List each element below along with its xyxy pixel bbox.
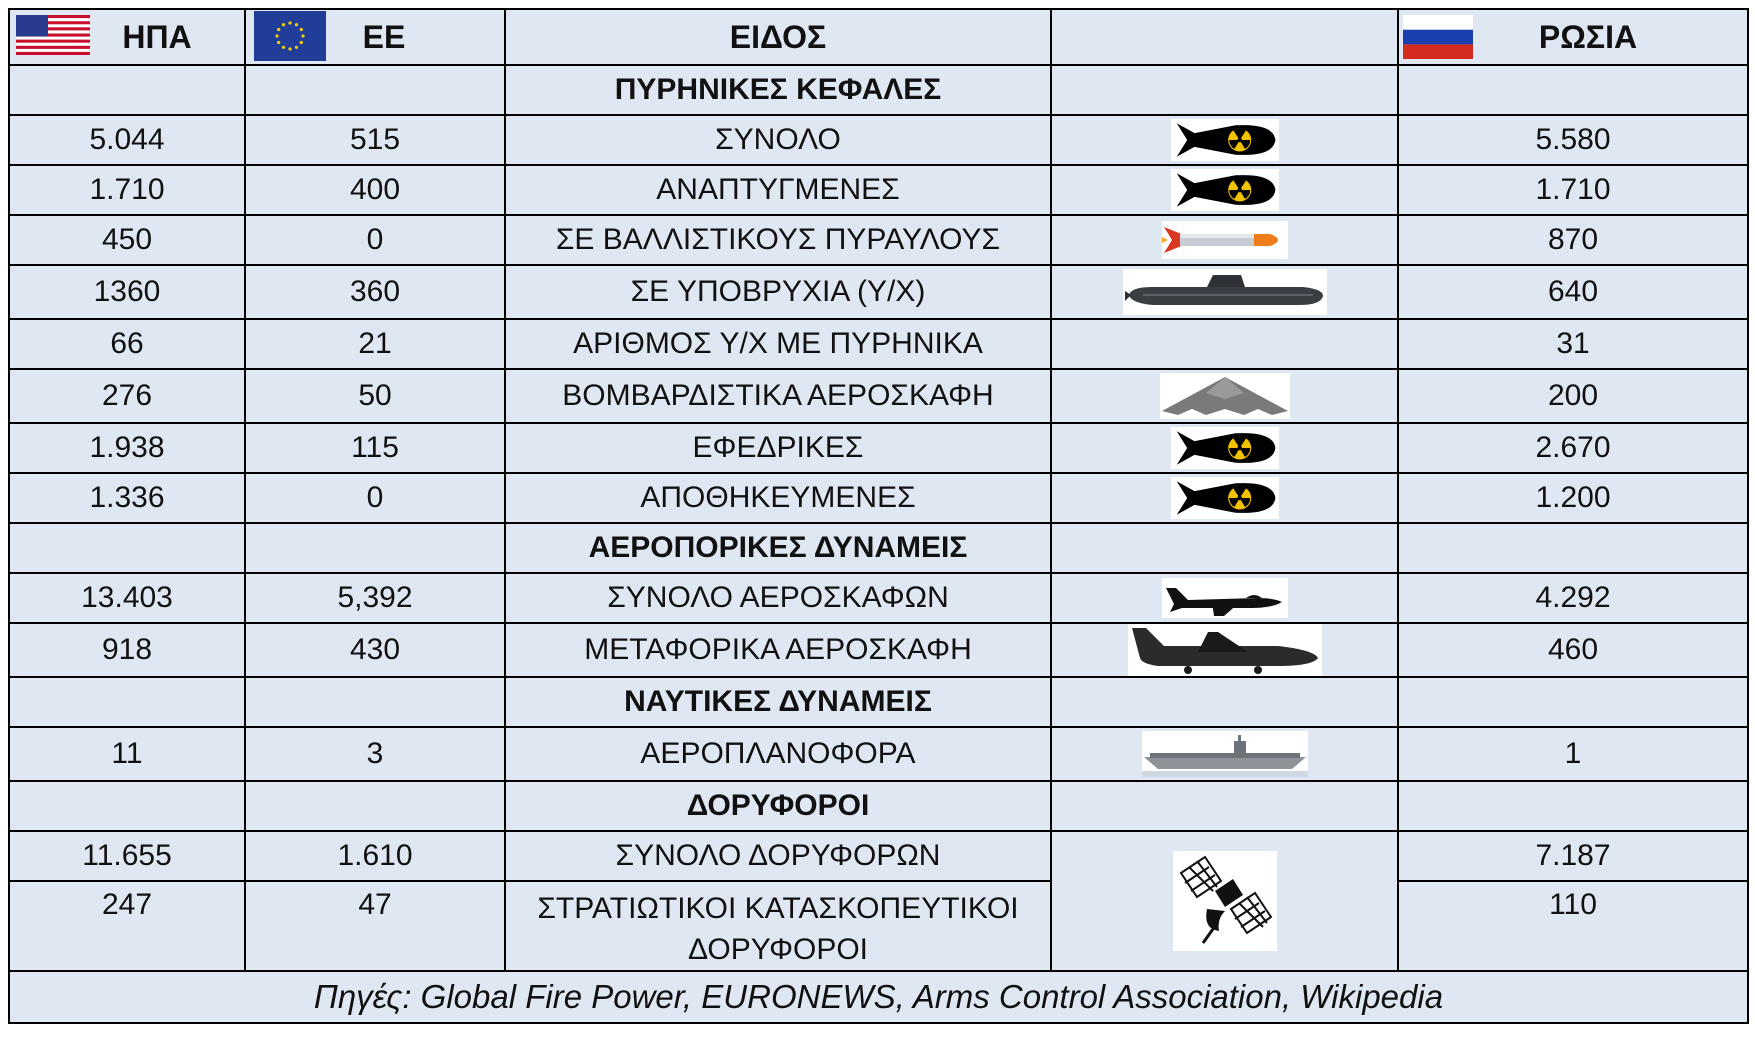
table-row	[9, 215, 1748, 265]
empty-cell	[1051, 677, 1398, 727]
icon-cell	[1051, 369, 1398, 423]
row-label: ΑΠΟΘΗΚΕΥΜΕΝΕΣ	[505, 473, 1051, 523]
empty-cell	[9, 781, 245, 831]
usa-value: 247	[9, 881, 245, 971]
russia-value: 640	[1398, 265, 1748, 319]
russia-value: 7.187	[1398, 831, 1748, 881]
section-row-naval	[9, 677, 1748, 727]
usa-value: 918	[9, 623, 245, 677]
eu-value: 515	[245, 115, 505, 165]
row-label: ΣΥΝΟΛΟ ΑΕΡΟΣΚΑΦΩΝ	[505, 573, 1051, 623]
empty-cell	[245, 781, 505, 831]
header-eu-label: ΕΕ	[362, 19, 406, 55]
usa-value: 1.938	[9, 423, 245, 473]
row-label: ΣΕ ΒΑΛΛΙΣΤΙΚΟΥΣ ΠΥΡΑΥΛΟΥΣ	[505, 215, 1051, 265]
section-row-air	[9, 523, 1748, 573]
russia-value: 200	[1398, 369, 1748, 423]
empty-cell	[245, 65, 505, 115]
nuclear-bomb-icon	[1171, 119, 1279, 161]
section-title-satellites: ΔΟΡΥΦΟΡΟΙ	[505, 781, 1051, 831]
table-row	[9, 319, 1748, 369]
nuclear-bomb-icon	[1171, 477, 1279, 519]
row-label: ΑΝΑΠΤΥΓΜΕΝΕΣ	[505, 165, 1051, 215]
fighter-jet-icon	[1162, 578, 1288, 618]
table-row	[9, 623, 1748, 677]
icon-cell	[1051, 115, 1398, 165]
russia-value: 5.580	[1398, 115, 1748, 165]
table-row	[9, 831, 1748, 881]
russia-value: 1.710	[1398, 165, 1748, 215]
empty-cell	[1398, 523, 1748, 573]
table-row	[9, 727, 1748, 781]
row-label: ΣΥΝΟΛΟ ΔΟΡΥΦΟΡΩΝ	[505, 831, 1051, 881]
usa-value: 1.336	[9, 473, 245, 523]
header-russia-label: ΡΩΣΙΑ	[1538, 19, 1638, 55]
sources-row	[9, 971, 1748, 1023]
russia-value: 110	[1398, 881, 1748, 971]
row-label: ΜΕΤΑΦΟΡΙΚΑ ΑΕΡΟΣΚΑΦΗ	[505, 623, 1051, 677]
eu-value: 21	[245, 319, 505, 369]
empty-cell	[1398, 781, 1748, 831]
comparison-table-wrapper	[8, 8, 1747, 1024]
nuclear-bomb-icon	[1171, 169, 1279, 211]
eu-value: 400	[245, 165, 505, 215]
submarine-icon	[1123, 269, 1327, 315]
section-title-nuclear: ΠΥΡΗΝΙΚΕΣ ΚΕΦΑΛΕΣ	[505, 65, 1051, 115]
usa-value: 1.710	[9, 165, 245, 215]
row-label: ΣΥΝΟΛΟ	[505, 115, 1051, 165]
sources-text: Πηγές: Global Fire Power, EURONEWS, Arms Control Association, Wikipedia	[9, 971, 1748, 1023]
usa-value: 276	[9, 369, 245, 423]
header-row	[9, 9, 1748, 65]
eu-value: 0	[245, 215, 505, 265]
header-usa	[9, 9, 245, 65]
eu-value: 0	[245, 473, 505, 523]
empty-cell	[245, 523, 505, 573]
empty-cell	[9, 523, 245, 573]
empty-cell	[9, 677, 245, 727]
empty-cell	[9, 65, 245, 115]
icon-cell	[1051, 623, 1398, 677]
header-eu	[245, 9, 505, 65]
row-label: ΑΡΙΘΜΟΣ Υ/Χ ΜΕ ΠΥΡΗΝΙΚΑ	[505, 319, 1051, 369]
row-label: ΑΕΡΟΠΛΑΝΟΦΟΡΑ	[505, 727, 1051, 781]
aircraft-carrier-icon	[1142, 731, 1308, 777]
eu-value: 3	[245, 727, 505, 781]
eu-value: 50	[245, 369, 505, 423]
row-label: ΣΕ ΥΠΟΒΡΥΧΙΑ (Υ/Χ)	[505, 265, 1051, 319]
usa-value: 66	[9, 319, 245, 369]
eu-value: 5,392	[245, 573, 505, 623]
table-row	[9, 115, 1748, 165]
row-label-two-line	[505, 881, 1051, 971]
icon-cell	[1051, 215, 1398, 265]
header-icon-column	[1051, 9, 1398, 65]
russia-value: 870	[1398, 215, 1748, 265]
usa-value: 13.403	[9, 573, 245, 623]
table-row	[9, 473, 1748, 523]
icon-cell-empty	[1051, 319, 1398, 369]
eu-value: 47	[245, 881, 505, 971]
icon-cell	[1051, 423, 1398, 473]
eu-value: 360	[245, 265, 505, 319]
empty-cell	[1398, 677, 1748, 727]
row-label: ΕΦΕΔΡΙΚΕΣ	[505, 423, 1051, 473]
russia-value: 4.292	[1398, 573, 1748, 623]
russia-value: 460	[1398, 623, 1748, 677]
section-row-satellites	[9, 781, 1748, 831]
nuclear-bomb-icon	[1171, 427, 1279, 469]
russia-value: 1	[1398, 727, 1748, 781]
table-row	[9, 423, 1748, 473]
header-type: ΕΙΔΟΣ	[505, 9, 1051, 65]
icon-cell	[1051, 265, 1398, 319]
row-label: ΒΟΜΒΑΡΔΙΣΤΙΚΑ ΑΕΡΟΣΚΑΦΗ	[505, 369, 1051, 423]
usa-value: 5.044	[9, 115, 245, 165]
empty-cell	[1051, 65, 1398, 115]
eu-value: 430	[245, 623, 505, 677]
table-row	[9, 265, 1748, 319]
satellite-icon	[1173, 851, 1277, 951]
empty-cell	[1398, 65, 1748, 115]
eu-value: 115	[245, 423, 505, 473]
table-row	[9, 881, 1748, 971]
usa-value: 11.655	[9, 831, 245, 881]
icon-cell	[1051, 573, 1398, 623]
icon-cell	[1051, 165, 1398, 215]
table-row	[9, 369, 1748, 423]
military-comparison-table	[8, 8, 1749, 1024]
table-row	[9, 165, 1748, 215]
stealth-bomber-icon	[1160, 373, 1290, 419]
empty-cell	[1051, 523, 1398, 573]
header-usa-label: ΗΠΑ	[122, 19, 192, 55]
usa-value: 450	[9, 215, 245, 265]
table-row	[9, 573, 1748, 623]
icon-cell	[1051, 727, 1398, 781]
russia-value: 2.670	[1398, 423, 1748, 473]
russia-value: 31	[1398, 319, 1748, 369]
russia-value: 1.200	[1398, 473, 1748, 523]
section-title-air: ΑΕΡΟΠΟΡΙΚΕΣ ΔΥΝΑΜΕΙΣ	[505, 523, 1051, 573]
icon-cell	[1051, 473, 1398, 523]
missile-icon	[1162, 221, 1288, 259]
row-label-line1: ΣΤΡΑΤΙΩΤΙΚΟΙ ΚΑΤΑΣΚΟΠΕΥΤΙΚΟΙ	[537, 892, 1019, 925]
transport-plane-icon	[1128, 624, 1322, 676]
eu-value: 1.610	[245, 831, 505, 881]
row-label-line2: ΔΟΡΥΦΟΡΟΙ	[687, 933, 869, 966]
usa-value: 11	[9, 727, 245, 781]
section-title-naval: ΝΑΥΤΙΚΕΣ ΔΥΝΑΜΕΙΣ	[505, 677, 1051, 727]
header-russia	[1398, 9, 1748, 65]
usa-value: 1360	[9, 265, 245, 319]
empty-cell	[245, 677, 505, 727]
section-row-nuclear	[9, 65, 1748, 115]
empty-cell	[1051, 781, 1398, 831]
icon-cell	[1051, 831, 1398, 971]
